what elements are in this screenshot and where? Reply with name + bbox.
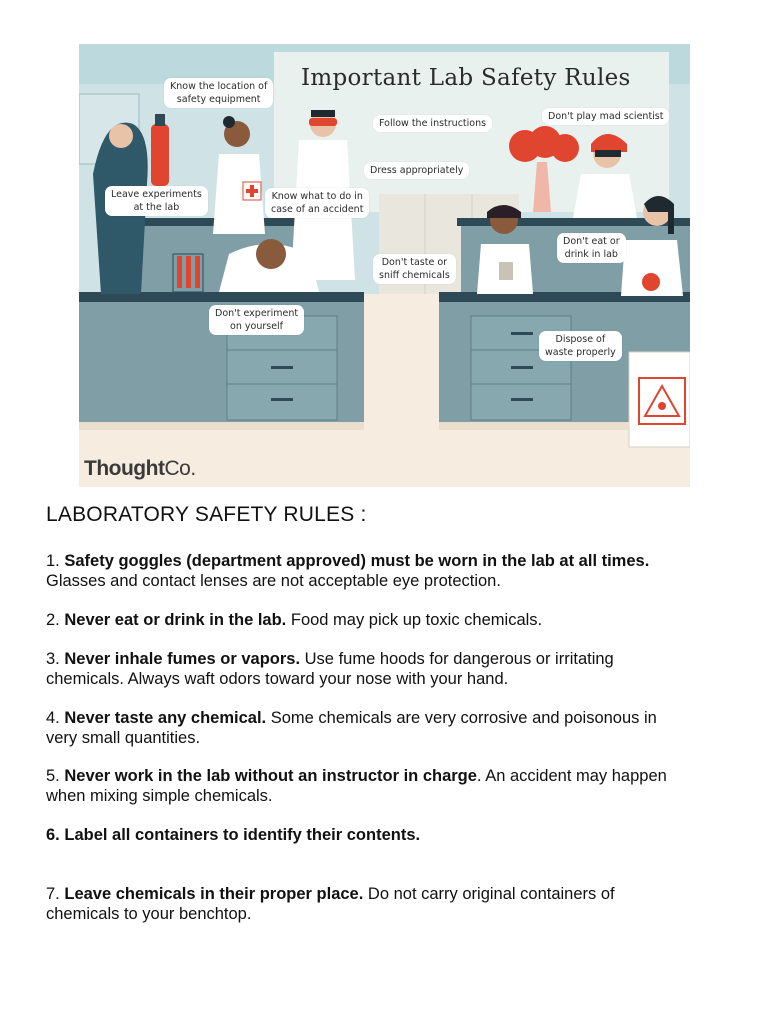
bubble-line: sniff chemicals xyxy=(379,270,450,281)
rule-item xyxy=(46,552,686,591)
bubble-line: Know what to do in xyxy=(271,191,363,202)
rule-text: Glasses and contact lenses are not acceptable eye protection. xyxy=(46,571,501,590)
rule-number: 3. xyxy=(46,650,60,668)
bubble-line: on yourself xyxy=(230,321,284,332)
bubble-line: case of an accident xyxy=(271,204,364,215)
lab-safety-illustration xyxy=(79,44,690,487)
rule-item xyxy=(46,650,686,689)
rule-item xyxy=(46,885,686,924)
rule-bold: Never eat or drink in the lab. xyxy=(64,611,287,629)
brand-name: Thought xyxy=(84,457,165,480)
rule-bold: Never work in the lab without an instructor in charge xyxy=(64,767,477,785)
safety-rules-document xyxy=(46,500,726,923)
rule-bold: Leave chemicals in their proper place. xyxy=(64,885,364,903)
bubble-dispose-waste xyxy=(539,331,622,361)
bubble-mad-scientist xyxy=(542,108,669,125)
bubble-line: Don't experiment xyxy=(215,308,299,319)
bubble-taste-sniff xyxy=(373,254,456,284)
bubble-line: Dispose of xyxy=(555,334,606,345)
bubble-safety-equipment xyxy=(164,78,273,108)
bubble-leave-experiments xyxy=(105,186,208,216)
rule-item xyxy=(46,611,686,631)
bubble-line: safety equipment xyxy=(176,94,261,105)
rule-bold: Label all containers to identify their contents. xyxy=(64,826,421,844)
rule-text: Use fume hoods for dangerous or irritating chemicals. Always waft odors toward your nose with your hand. xyxy=(46,650,614,688)
bubble-line: Follow the instructions xyxy=(379,118,487,129)
rule-text: Some chemicals are very corrosive and poisonous in very small quantities. xyxy=(46,709,657,747)
rule-number: 6. xyxy=(46,826,60,844)
bubble-experiment-yourself xyxy=(209,305,304,335)
bubble-line: Dress appropriately xyxy=(370,165,464,176)
rule-item xyxy=(46,826,686,846)
rule-item xyxy=(46,767,686,806)
bubble-line: Don't play mad scientist xyxy=(548,111,664,122)
bubble-line: Don't taste or xyxy=(381,257,448,268)
brand-suffix: Co. xyxy=(164,457,196,480)
bubble-eat-drink xyxy=(557,233,626,263)
bubble-line: drink in lab xyxy=(564,249,618,260)
bubble-accident xyxy=(265,188,369,218)
poster-title: Important Lab Safety Rules xyxy=(301,65,631,91)
bubble-dress-appropriately xyxy=(364,162,469,179)
thoughtco-logo xyxy=(84,457,196,481)
rule-bold: Never inhale fumes or vapors. xyxy=(64,650,301,668)
bubble-line: Know the location of xyxy=(170,81,268,92)
bubble-line: waste properly xyxy=(545,347,616,358)
rule-number: 5. xyxy=(46,767,60,785)
rule-number: 7. xyxy=(46,885,60,903)
bubble-line: Leave experiments xyxy=(111,189,202,200)
rule-bold: Never taste any chemical. xyxy=(64,709,267,727)
rule-text: Do not carry original containers of chemicals to your benchtop. xyxy=(46,885,615,923)
rule-text: . An accident may happen when mixing simple chemicals. xyxy=(46,767,667,805)
bubble-line: Don't eat or xyxy=(563,236,620,247)
rule-number: 1. xyxy=(46,552,60,570)
rule-number: 2. xyxy=(46,611,60,629)
document-heading: LABORATORY SAFETY RULES : xyxy=(46,503,367,526)
rule-text: Food may pick up toxic chemicals. xyxy=(290,611,543,629)
rule-item xyxy=(46,709,686,748)
rule-bold: Safety goggles (department approved) must be worn in the lab at all times. xyxy=(64,552,650,570)
rule-number: 4. xyxy=(46,709,60,727)
bubble-follow-instructions xyxy=(373,115,492,132)
bubble-line: at the lab xyxy=(133,202,180,213)
